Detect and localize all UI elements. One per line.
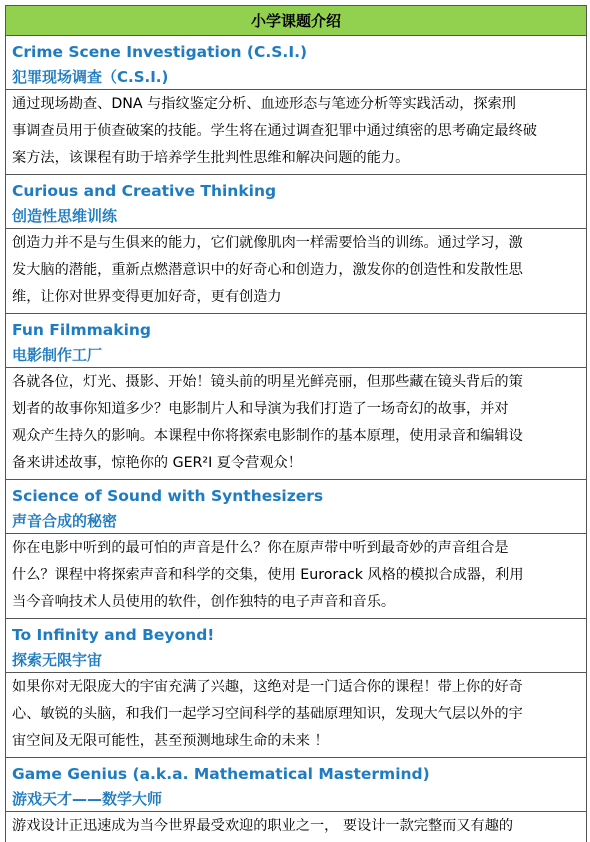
- course-title-zh: 创造性思维训练: [12, 207, 118, 225]
- course-title-zh: 电影制作工厂: [12, 346, 103, 364]
- description-line: 什么？课程中将探索声音和科学的交集，使用 Eurorack 风格的模拟合成器，利用: [12, 567, 524, 583]
- course-section-game-genius: [6, 758, 586, 842]
- course-description: [6, 90, 586, 174]
- description-line: 你在电影中听到的最可怕的声音是什么？你在原声带中听到最奇妙的声音组合是: [12, 540, 509, 556]
- course-title-cell: [6, 314, 586, 368]
- course-description: [6, 229, 586, 313]
- course-description: [6, 812, 586, 842]
- description-line: 各就各位，灯光、摄影、开始！镜头前的明星光鲜亮丽，但那些藏在镜头背后的策: [12, 374, 523, 390]
- course-section-sound-synthesizers: [6, 480, 586, 619]
- course-table: [5, 5, 587, 842]
- course-section-csi: [6, 36, 586, 175]
- course-title-zh: 探索无限宇宙: [12, 651, 103, 669]
- course-title-cell: [6, 36, 586, 90]
- description-line: 通过现场勘查、DNA 与指纹鉴定分析、血迹形态与笔迹分析等实践活动，探索刑: [12, 96, 516, 112]
- course-title-cell: [6, 175, 586, 229]
- course-title-en: To Infinity and Beyond!: [12, 626, 215, 644]
- course-section-filmmaking: [6, 314, 586, 480]
- description-line: 游戏设计正迅速成为当今世界最受欢迎的职业之一， 要设计一款完整而又有趣的: [12, 818, 514, 834]
- course-title-en: Crime Scene Investigation (C.S.I.): [12, 43, 308, 61]
- description-line: 发大脑的潜能，重新点燃潜意识中的好奇心和创造力，激发你的创造性和发散性思: [12, 262, 523, 278]
- table-header: [6, 6, 586, 36]
- description-line: 创造力并不是与生俱来的能力，它们就像肌肉一样需要恰当的训练。通过学习，激: [12, 235, 523, 251]
- course-title-zh: 犯罪现场调查（C.S.I.): [12, 68, 169, 86]
- description-line: 案方法，该课程有助于培养学生批判性思维和解决问题的能力。: [12, 150, 410, 166]
- course-title-zh: 游戏天才——数学大师: [12, 790, 163, 808]
- description-line: 如果你对无限庞大的宇宙充满了兴趣，这绝对是一门适合你的课程！带上你的好奇: [12, 679, 523, 695]
- course-section-infinity: [6, 619, 586, 758]
- table-title: 小学课题介绍: [250, 12, 341, 30]
- course-title-cell: [6, 758, 586, 812]
- course-title-zh: 声音合成的秘密: [12, 512, 118, 530]
- course-title-en: Fun Filmmaking: [12, 321, 152, 339]
- course-description: [6, 673, 586, 757]
- course-title-en: Curious and Creative Thinking: [12, 182, 277, 200]
- description-line: 心、敏锐的头脑，和我们一起学习空间科学的基础原理知识，发现大气层以外的宇: [12, 706, 523, 722]
- description-line: 观众产生持久的影响。本课程中你将探索电影制作的基本原理，使用录音和编辑设: [12, 428, 523, 444]
- description-line: 当今音响技术人员使用的软件，创作独特的电子声音和音乐。: [12, 594, 396, 610]
- description-line: 划者的故事你知道多少？电影制片人和导演为我们打造了一场奇幻的故事，并对: [12, 401, 509, 417]
- description-line: 事调查员用于侦查破案的技能。学生将在通过调查犯罪中通过缜密的思考确定最终破: [12, 123, 537, 139]
- description-line: 维，让你对世界变得更加好奇，更有创造力: [12, 289, 282, 305]
- course-title-cell: [6, 619, 586, 673]
- description-line: 备来讲述故事，惊艳你的 GER²I 夏令营观众！: [12, 455, 302, 471]
- course-description: [6, 368, 586, 479]
- course-section-creative-thinking: [6, 175, 586, 314]
- course-title-en: Game Genius (a.k.a. Mathematical Mastermind): [12, 765, 430, 783]
- course-title-en: Science of Sound with Synthesizers: [12, 487, 324, 505]
- description-line: 宙空间及无限可能性，甚至预测地球生命的未来 ！: [12, 733, 329, 749]
- course-title-cell: [6, 480, 586, 534]
- course-description: [6, 534, 586, 618]
